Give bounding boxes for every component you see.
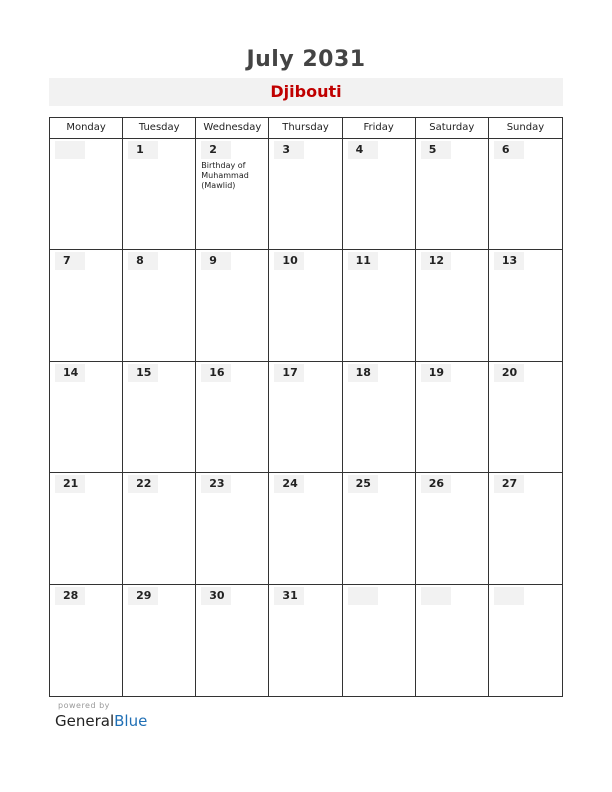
calendar-day-cell <box>196 250 269 361</box>
logo-text-blue: Blue <box>114 712 148 730</box>
day-number: 24 <box>282 477 298 491</box>
day-number: 30 <box>209 588 225 602</box>
day-number: 9 <box>209 254 217 268</box>
calendar-day-cell <box>50 473 123 584</box>
day-number: 31 <box>282 588 298 602</box>
day-number: 16 <box>209 365 225 379</box>
day-number: 4 <box>355 143 364 156</box>
day-number: 5 <box>428 143 437 156</box>
calendar-day-cell <box>50 585 123 696</box>
calendar-day-cell <box>50 139 123 250</box>
calendar-day-cell <box>123 473 196 584</box>
day-number: 19 <box>428 365 445 379</box>
day-number: 7 <box>63 254 71 268</box>
weekday-header-saturday: Saturday <box>416 118 489 139</box>
generalblue-logo <box>55 712 147 730</box>
calendar-day-cell <box>196 473 269 584</box>
day-number: 14 <box>63 365 79 379</box>
weekday-header-sunday: Sunday <box>489 118 562 139</box>
day-number-box <box>421 587 451 605</box>
day-number: 21 <box>63 477 79 491</box>
calendar-day-cell <box>416 473 489 584</box>
day-number: 20 <box>501 365 518 379</box>
calendar-day-cell <box>123 585 196 696</box>
holiday-event: Birthday of Muhammad (Mawlid) <box>201 161 249 190</box>
calendar-day-cell <box>489 250 562 361</box>
calendar-day-cell <box>343 250 416 361</box>
calendar-day-cell <box>50 362 123 473</box>
calendar-day-cell <box>343 473 416 584</box>
day-number: 22 <box>136 477 152 491</box>
day-number: 6 <box>501 143 510 156</box>
day-number: 27 <box>501 477 518 491</box>
calendar-day-cell <box>196 585 269 696</box>
calendar-day-cell <box>489 473 562 584</box>
day-number: 29 <box>136 588 152 602</box>
calendar-day-cell <box>416 250 489 361</box>
calendar-day-cell <box>343 585 416 696</box>
calendar-day-cell <box>269 250 342 361</box>
day-number-box <box>55 141 85 159</box>
calendar-day-cell <box>269 139 342 250</box>
calendar-day-cell <box>50 250 123 361</box>
calendar-day-cell <box>123 139 196 250</box>
day-number: 3 <box>282 143 291 156</box>
calendar-day-cell <box>416 139 489 250</box>
calendar-day-cell <box>196 362 269 473</box>
weekday-header-friday: Friday <box>343 118 416 139</box>
day-number: 25 <box>355 477 371 491</box>
calendar-day-cell <box>489 362 562 473</box>
calendar-day-cell <box>489 585 562 696</box>
day-number: 26 <box>428 477 445 491</box>
weekday-header-tuesday: Tuesday <box>123 118 196 139</box>
calendar-grid <box>49 117 563 697</box>
day-number: 12 <box>428 254 445 268</box>
footer-powered-by: powered by <box>58 701 110 710</box>
calendar-day-cell <box>343 362 416 473</box>
day-number: 8 <box>136 254 144 268</box>
weekday-header-monday: Monday <box>50 118 123 139</box>
country-banner <box>49 78 563 106</box>
calendar-day-cell <box>416 362 489 473</box>
weekday-header-wednesday: Wednesday <box>196 118 269 139</box>
calendar-day-cell <box>123 250 196 361</box>
day-number: 18 <box>355 365 371 379</box>
weekday-header-thursday: Thursday <box>269 118 342 139</box>
calendar-day-cell <box>123 362 196 473</box>
calendar-day-cell <box>269 585 342 696</box>
page-title: July 2031 <box>246 47 366 72</box>
day-number: 23 <box>209 477 225 491</box>
day-number-box <box>494 587 524 605</box>
day-number: 13 <box>501 254 518 268</box>
day-number: 28 <box>63 588 79 602</box>
country-name: Djibouti <box>270 82 342 101</box>
day-number: 11 <box>355 254 371 268</box>
day-number: 15 <box>136 365 152 379</box>
logo-text-general: General <box>55 712 115 730</box>
calendar-day-cell <box>416 585 489 696</box>
calendar-day-cell <box>489 139 562 250</box>
day-number: 1 <box>136 143 144 156</box>
day-number-box <box>348 587 378 605</box>
day-number: 17 <box>282 365 298 379</box>
day-number: 10 <box>282 254 298 268</box>
calendar-day-cell <box>269 473 342 584</box>
calendar-day-cell <box>343 139 416 250</box>
calendar-day-cell <box>196 139 269 250</box>
day-number: 2 <box>209 143 217 156</box>
calendar-day-cell <box>269 362 342 473</box>
